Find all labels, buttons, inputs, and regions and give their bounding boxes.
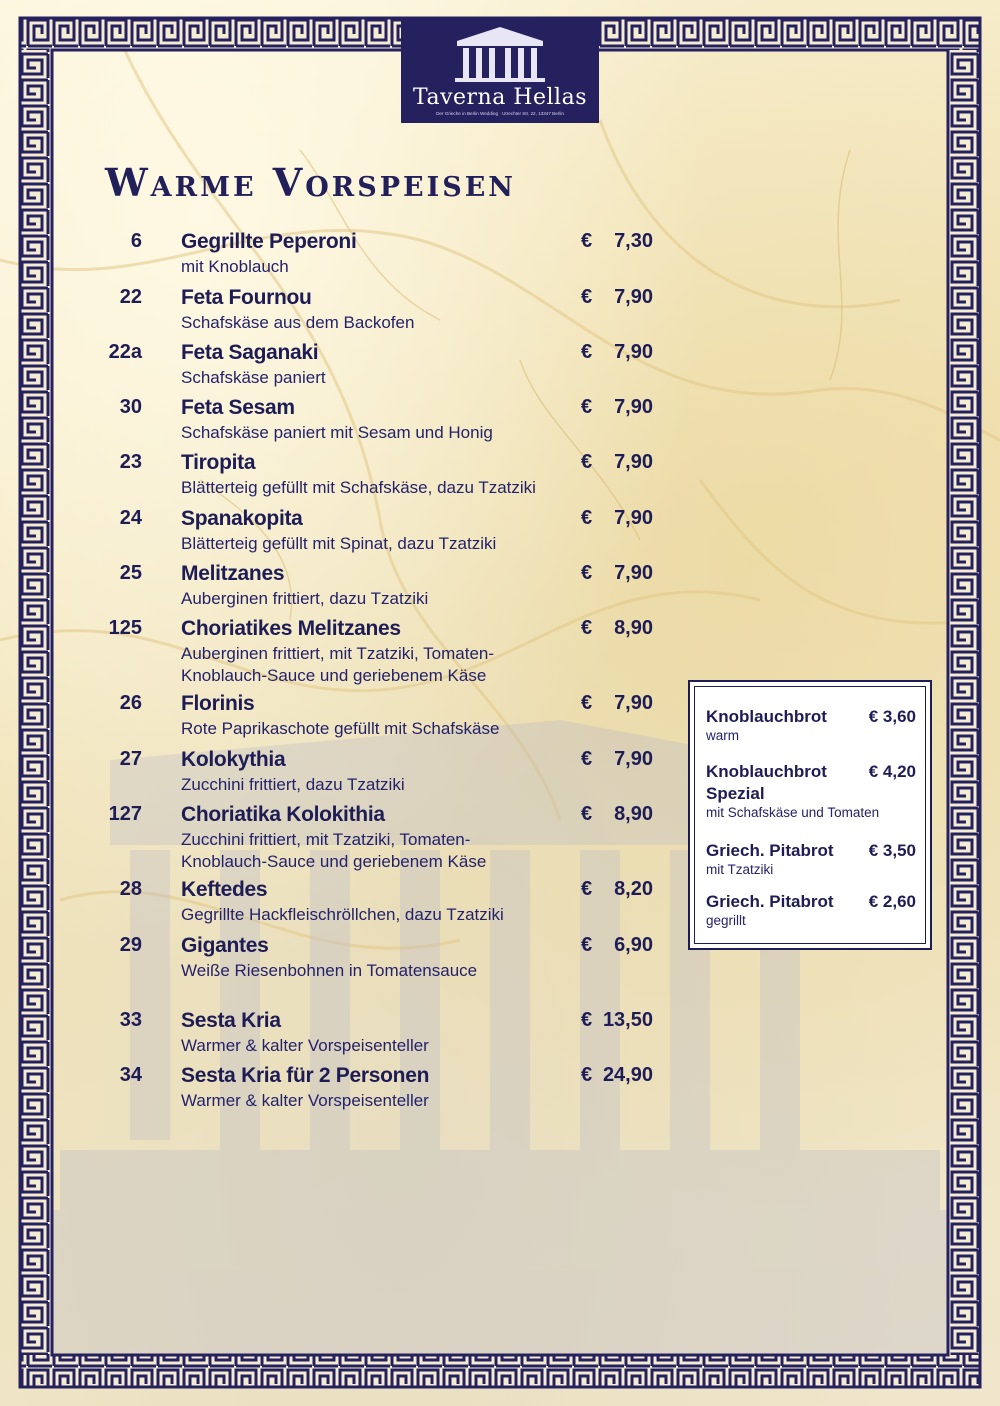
item-name: Choriatika Kolokithia [181,803,385,826]
item-description: Warmer & kalter Vorspeisenteller [181,1091,429,1110]
side-item [706,761,916,821]
item-price: 7,30 [614,230,653,252]
item-number: 25 [119,562,142,584]
item-description: Blätterteig gefüllt mit Spinat, dazu Tzatziki [181,534,497,553]
item-price: 7,90 [614,396,653,418]
side-item [706,891,916,929]
item-description: Schafskäse paniert [181,368,326,387]
item-description: Warmer & kalter Vorspeisenteller [181,1036,429,1055]
item-number: 29 [119,934,142,956]
item-currency: € [581,748,593,770]
item-currency: € [581,1009,593,1031]
item-description: Schafskäse paniert mit Sesam und Honig [181,423,493,442]
item-price: 7,90 [614,507,653,529]
side-item-name: Knoblauchbrot Spezial [706,762,827,803]
item-number: 30 [119,396,142,418]
item-name: Choriatikes Melitzanes [181,617,401,640]
item-currency: € [581,803,593,825]
item-name: Feta Fournou [181,286,312,309]
item-currency: € [581,1064,593,1086]
item-name: Kolokythia [181,748,286,771]
item-price: 7,90 [614,451,653,473]
item-price: 13,50 [602,1009,653,1031]
item-description: Rote Paprikaschote gefüllt mit Schafskäse [181,719,500,738]
side-item-price: € 4,20 [868,762,916,781]
item-price: 8,90 [614,803,653,825]
logo-name: Taverna Hellas [412,85,587,110]
item-name: Feta Sesam [181,396,295,419]
item-number: 22a [108,341,142,363]
item-price: 7,90 [614,748,653,770]
temple-icon [401,21,599,87]
item-description: Zucchini frittiert, dazu Tzatziki [181,775,405,794]
item-number: 27 [119,748,142,770]
item-number: 26 [119,692,142,714]
item-number: 125 [108,617,142,639]
side-item-name: Griech. Pitabrot [706,892,834,911]
item-number: 24 [119,507,142,529]
item-price: 7,90 [614,286,653,308]
item-currency: € [581,341,593,363]
item-name: Gegrillte Peperoni [181,230,357,253]
item-currency: € [581,230,593,252]
item-currency: € [581,451,593,473]
item-number: 28 [119,878,142,900]
item-description: Auberginen frittiert, dazu Tzatziki [181,589,429,608]
item-currency: € [581,396,593,418]
item-currency: € [581,878,593,900]
item-currency: € [581,617,593,639]
item-number: 22 [119,286,142,308]
item-name: Sesta Kria [181,1009,281,1032]
item-name: Keftedes [181,878,268,901]
item-number: 33 [119,1009,142,1031]
item-number: 6 [130,230,142,252]
side-item-name: Knoblauchbrot [706,707,827,726]
item-name: Gigantes [181,934,269,957]
item-description: Schafskäse aus dem Backofen [181,313,415,332]
item-currency: € [581,286,593,308]
restaurant-logo [401,17,599,123]
item-price: 7,90 [614,562,653,584]
item-description: mit Knoblauch [181,257,289,276]
item-number: 23 [119,451,142,473]
item-name: Feta Saganaki [181,341,319,364]
side-item-price: € 3,50 [868,841,916,860]
item-name: Spanakopita [181,507,303,530]
item-price: 24,90 [602,1064,653,1086]
item-name: Sesta Kria für 2 Personen [181,1064,430,1087]
side-item [706,840,916,878]
side-item-price: € 2,60 [868,892,916,911]
item-description: Zucchini frittiert, mit Tzatziki, Tomaten-Knoblauch-Sauce und geriebenem Käse [181,830,487,871]
side-item [706,706,916,744]
item-price: 7,90 [614,692,653,714]
item-currency: € [581,562,593,584]
item-description: Weiße Riesenbohnen in Tomatensauce [181,961,478,980]
side-item-price: € 3,60 [868,707,916,726]
item-price: 8,90 [614,617,653,639]
item-price: 6,90 [614,934,653,956]
item-price: 7,90 [614,341,653,363]
side-item-name: Griech. Pitabrot [706,841,834,860]
item-price: 8,20 [614,878,653,900]
item-name: Tiropita [181,451,256,474]
side-item-description: gegrillt [706,913,746,928]
item-currency: € [581,934,593,956]
item-description: Auberginen frittiert, mit Tzatziki, Tomaten-Knoblauch-Sauce und geriebenem Käse [181,644,495,685]
item-description: Blätterteig gefüllt mit Schafskäse, dazu Tzatziki [181,478,536,497]
logo-tagline: Der Grieche in Berlin Wedding · Utrechter Str. 22, 13347 Berlin [436,111,564,116]
side-item-description: mit Schafskäse und Tomaten [706,805,880,820]
side-item-description: warm [706,728,739,743]
item-number: 34 [119,1064,142,1086]
item-name: Melitzanes [181,562,285,585]
item-description: Gegrillte Hackfleischröllchen, dazu Tzatziki [181,905,504,924]
section-heading: Warme Vorspeisen [105,160,516,205]
side-dishes-box [688,680,932,950]
item-currency: € [581,692,593,714]
item-number: 127 [108,803,142,825]
side-item-description: mit Tzatziki [706,862,774,877]
item-currency: € [581,507,593,529]
item-name: Florinis [181,692,255,715]
